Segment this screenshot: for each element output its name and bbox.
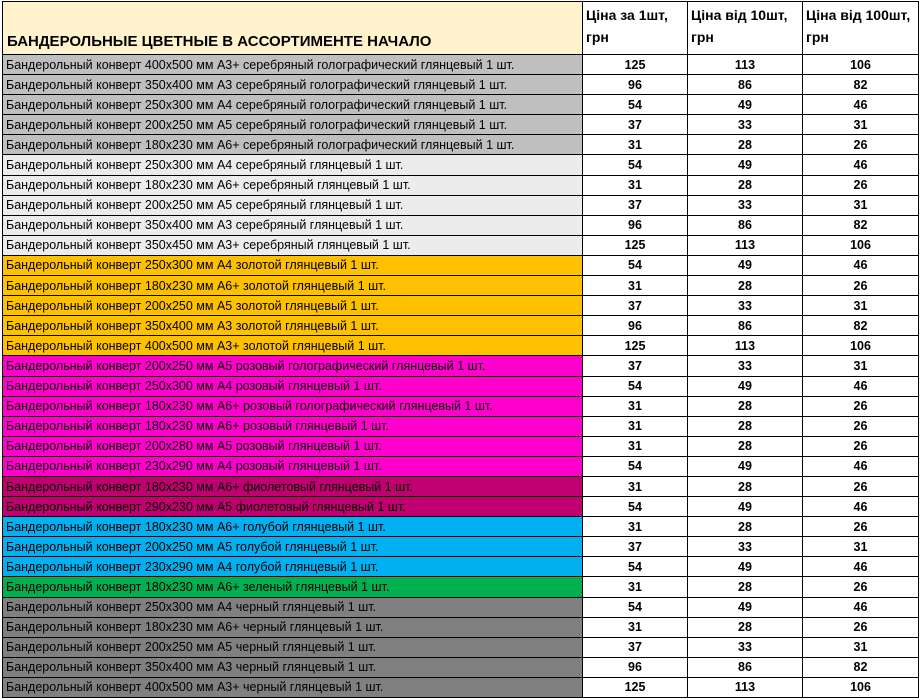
price-100-cell[interactable]: 26 (803, 175, 919, 195)
table-row (3, 175, 919, 195)
price-100-cell[interactable]: 31 (803, 537, 919, 557)
price-1-cell[interactable]: 31 (583, 135, 688, 155)
price-100-cell[interactable]: 46 (803, 497, 919, 517)
price-100-cell[interactable]: 31 (803, 195, 919, 215)
price-100-cell[interactable]: 82 (803, 75, 919, 95)
table-row (3, 276, 919, 296)
product-name-cell[interactable]: Бандерольный конверт 200x250 мм А5 серебряный голографический глянцевый 1 шт. (3, 115, 583, 135)
price-10-cell[interactable]: 33 (688, 637, 803, 657)
table-row (3, 396, 919, 416)
product-name-cell[interactable]: Бандерольный конверт 290x230 мм А5 фиолетовый глянцевый 1 шт. (3, 497, 583, 517)
price-1-cell[interactable]: 54 (583, 376, 688, 396)
price-10-cell[interactable]: 28 (688, 517, 803, 537)
table-row (3, 677, 919, 697)
price-1-cell[interactable]: 37 (583, 115, 688, 135)
price-100-cell[interactable]: 26 (803, 517, 919, 537)
price-1-cell[interactable]: 31 (583, 416, 688, 436)
price-10-cell[interactable]: 113 (688, 235, 803, 255)
product-name-cell[interactable]: Бандерольный конверт 180x230 мм А6+ фиолетовый глянцевый 1 шт. (3, 476, 583, 496)
table-row (3, 657, 919, 677)
price-100-cell[interactable]: 46 (803, 255, 919, 275)
product-name-cell[interactable]: Бандерольный конверт 250x300 мм А4 серебряный глянцевый 1 шт. (3, 155, 583, 175)
price-10-cell[interactable]: 49 (688, 497, 803, 517)
price-10-cell[interactable]: 28 (688, 476, 803, 496)
price-10-cell[interactable]: 33 (688, 296, 803, 316)
product-name-cell[interactable]: Бандерольный конверт 200x250 мм А5 черный глянцевый 1 шт. (3, 637, 583, 657)
price-10-cell[interactable]: 86 (688, 75, 803, 95)
product-name-cell[interactable]: Бандерольный конверт 180x230 мм А6+ розовый глянцевый 1 шт. (3, 416, 583, 436)
price-10-cell[interactable]: 33 (688, 115, 803, 135)
price-10-cell[interactable]: 49 (688, 95, 803, 115)
price-1-cell[interactable]: 54 (583, 597, 688, 617)
product-name-cell[interactable]: Бандерольный конверт 350x400 мм А3 серебряный голографический глянцевый 1 шт. (3, 75, 583, 95)
price-100-cell[interactable]: 82 (803, 657, 919, 677)
product-name-cell[interactable]: Бандерольный конверт 230x290 мм А4 розовый глянцевый 1 шт. (3, 456, 583, 476)
product-name-cell[interactable]: Бандерольный конверт 200x250 мм А5 серебряный глянцевый 1 шт. (3, 195, 583, 215)
price-100-cell[interactable]: 106 (803, 336, 919, 356)
price-1-cell[interactable]: 54 (583, 456, 688, 476)
price-1-cell[interactable]: 96 (583, 657, 688, 677)
price-1-cell[interactable]: 96 (583, 215, 688, 235)
price-1-cell[interactable]: 54 (583, 557, 688, 577)
price-10-cell[interactable]: 28 (688, 396, 803, 416)
price-10-cell[interactable]: 49 (688, 376, 803, 396)
price-10-cell[interactable]: 28 (688, 577, 803, 597)
table-row (3, 637, 919, 657)
table-row (3, 316, 919, 336)
price-100-cell[interactable]: 46 (803, 597, 919, 617)
price-1-cell[interactable]: 31 (583, 175, 688, 195)
table-row (3, 476, 919, 496)
column-header-price-1[interactable]: Ціна за 1шт, грн (583, 2, 688, 55)
price-1-cell[interactable]: 31 (583, 436, 688, 456)
product-name-cell[interactable]: Бандерольный конверт 200x250 мм А5 розовый голографический глянцевый 1 шт. (3, 356, 583, 376)
price-1-cell[interactable]: 125 (583, 235, 688, 255)
table-body (3, 55, 919, 698)
price-100-cell[interactable]: 26 (803, 135, 919, 155)
price-1-cell[interactable]: 125 (583, 336, 688, 356)
price-10-cell[interactable]: 33 (688, 537, 803, 557)
table-row (3, 296, 919, 316)
table-row (3, 155, 919, 175)
table-row (3, 456, 919, 476)
table-row (3, 517, 919, 537)
price-10-cell[interactable]: 86 (688, 657, 803, 677)
table-row (3, 115, 919, 135)
product-name-cell[interactable]: Бандерольный конверт 200x250 мм А5 голубой глянцевый 1 шт. (3, 537, 583, 557)
table-row (3, 577, 919, 597)
product-name-cell[interactable]: Бандерольный конверт 200x250 мм А5 золотой глянцевый 1 шт. (3, 296, 583, 316)
price-1-cell[interactable]: 54 (583, 497, 688, 517)
price-100-cell[interactable]: 31 (803, 356, 919, 376)
price-100-cell[interactable]: 46 (803, 95, 919, 115)
price-10-cell[interactable]: 28 (688, 436, 803, 456)
price-10-cell[interactable]: 86 (688, 215, 803, 235)
table-row (3, 497, 919, 517)
price-10-cell[interactable]: 113 (688, 677, 803, 697)
price-table (2, 1, 919, 698)
price-1-cell[interactable]: 37 (583, 296, 688, 316)
price-100-cell[interactable]: 26 (803, 436, 919, 456)
price-1-cell[interactable]: 37 (583, 356, 688, 376)
price-1-cell[interactable]: 31 (583, 276, 688, 296)
price-100-cell[interactable]: 26 (803, 396, 919, 416)
product-name-cell[interactable]: Бандерольный конверт 180x230 мм А6+ зеленый глянцевый 1 шт. (3, 577, 583, 597)
product-name-cell[interactable]: Бандерольный конверт 400x500 мм А3+ черный глянцевый 1 шт. (3, 677, 583, 697)
table-row (3, 617, 919, 637)
column-header-price-100[interactable]: Ціна від 100шт, грн (803, 2, 919, 55)
product-name-cell[interactable]: Бандерольный конверт 180x230 мм А6+ голубой глянцевый 1 шт. (3, 517, 583, 537)
price-100-cell[interactable]: 26 (803, 476, 919, 496)
price-100-cell[interactable]: 106 (803, 677, 919, 697)
price-10-cell[interactable]: 28 (688, 135, 803, 155)
table-row (3, 135, 919, 155)
product-name-cell[interactable]: Бандерольный конверт 400x500 мм А3+ золотой глянцевый 1 шт. (3, 336, 583, 356)
product-name-cell[interactable]: Бандерольный конверт 250x300 мм А4 золотой глянцевый 1 шт. (3, 255, 583, 275)
price-1-cell[interactable]: 37 (583, 195, 688, 215)
price-100-cell[interactable]: 26 (803, 617, 919, 637)
price-10-cell[interactable]: 28 (688, 416, 803, 436)
price-10-cell[interactable]: 49 (688, 597, 803, 617)
price-10-cell[interactable]: 33 (688, 195, 803, 215)
product-name-cell[interactable]: Бандерольный конверт 250x300 мм А4 черный глянцевый 1 шт. (3, 597, 583, 617)
table-row (3, 557, 919, 577)
price-10-cell[interactable]: 33 (688, 356, 803, 376)
price-100-cell[interactable]: 46 (803, 557, 919, 577)
price-1-cell[interactable]: 54 (583, 255, 688, 275)
price-1-cell[interactable]: 37 (583, 637, 688, 657)
price-1-cell[interactable]: 37 (583, 537, 688, 557)
product-name-cell[interactable]: Бандерольный конверт 350x450 мм А3+ серебряный глянцевый 1 шт. (3, 235, 583, 255)
price-100-cell[interactable]: 106 (803, 235, 919, 255)
product-name-cell[interactable]: Бандерольный конверт 180x230 мм А6+ серебряный голографический глянцевый 1 шт. (3, 135, 583, 155)
column-header-price-10[interactable]: Ціна від 10шт, грн (688, 2, 803, 55)
table-row (3, 436, 919, 456)
sheet-title[interactable]: БАНДЕРОЛЬНЫЕ ЦВЕТНЫЕ В АССОРТИМЕНТЕ НАЧАЛО (3, 2, 583, 55)
product-name-cell[interactable]: Бандерольный конверт 350x400 мм А3 золотой глянцевый 1 шт. (3, 316, 583, 336)
price-100-cell[interactable]: 46 (803, 376, 919, 396)
price-10-cell[interactable]: 49 (688, 155, 803, 175)
price-100-cell[interactable]: 26 (803, 416, 919, 436)
price-1-cell[interactable]: 125 (583, 55, 688, 75)
price-100-cell[interactable]: 46 (803, 155, 919, 175)
price-1-cell[interactable]: 31 (583, 617, 688, 637)
table-row (3, 597, 919, 617)
header-row (3, 2, 919, 55)
product-name-cell[interactable]: Бандерольный конверт 180x230 мм А6+ розовый голографический глянцевый 1 шт. (3, 396, 583, 416)
price-10-cell[interactable]: 28 (688, 175, 803, 195)
table-row (3, 356, 919, 376)
price-10-cell[interactable]: 28 (688, 276, 803, 296)
price-100-cell[interactable]: 31 (803, 115, 919, 135)
product-name-cell[interactable]: Бандерольный конверт 180x230 мм А6+ серебряный глянцевый 1 шт. (3, 175, 583, 195)
price-1-cell[interactable]: 54 (583, 155, 688, 175)
product-name-cell[interactable]: Бандерольный конверт 200x280 мм А5 розовый глянцевый 1 шт. (3, 436, 583, 456)
product-name-cell[interactable]: Бандерольный конверт 180x230 мм А6+ черный глянцевый 1 шт. (3, 617, 583, 637)
table-row (3, 235, 919, 255)
price-10-cell[interactable]: 49 (688, 255, 803, 275)
price-10-cell[interactable]: 49 (688, 557, 803, 577)
price-10-cell[interactable]: 49 (688, 456, 803, 476)
product-name-cell[interactable]: Бандерольный конверт 250x300 мм А4 розовый глянцевый 1 шт. (3, 376, 583, 396)
table-row (3, 55, 919, 75)
product-name-cell[interactable]: Бандерольный конверт 350x400 мм А3 черный глянцевый 1 шт. (3, 657, 583, 677)
product-name-cell[interactable]: Бандерольный конверт 250x300 мм А4 серебряный голографический глянцевый 1 шт. (3, 95, 583, 115)
price-100-cell[interactable]: 31 (803, 637, 919, 657)
price-100-cell[interactable]: 46 (803, 456, 919, 476)
price-1-cell[interactable]: 31 (583, 476, 688, 496)
table-row (3, 255, 919, 275)
price-1-cell[interactable]: 125 (583, 677, 688, 697)
table-row (3, 195, 919, 215)
price-10-cell[interactable]: 113 (688, 55, 803, 75)
price-10-cell[interactable]: 86 (688, 316, 803, 336)
table-row (3, 416, 919, 436)
price-1-cell[interactable]: 54 (583, 95, 688, 115)
price-100-cell[interactable]: 26 (803, 577, 919, 597)
product-name-cell[interactable]: Бандерольный конверт 180x230 мм А6+ золотой глянцевый 1 шт. (3, 276, 583, 296)
price-1-cell[interactable]: 31 (583, 396, 688, 416)
price-1-cell[interactable]: 96 (583, 316, 688, 336)
table-row (3, 336, 919, 356)
price-1-cell[interactable]: 96 (583, 75, 688, 95)
price-10-cell[interactable]: 113 (688, 336, 803, 356)
price-1-cell[interactable]: 31 (583, 517, 688, 537)
table-row (3, 95, 919, 115)
price-100-cell[interactable]: 26 (803, 276, 919, 296)
product-name-cell[interactable]: Бандерольный конверт 400x500 мм А3+ серебряный голографический глянцевый 1 шт. (3, 55, 583, 75)
product-name-cell[interactable]: Бандерольный конверт 230x290 мм А4 голубой глянцевый 1 шт. (3, 557, 583, 577)
table-row (3, 376, 919, 396)
price-100-cell[interactable]: 106 (803, 55, 919, 75)
table-row (3, 215, 919, 235)
table-row (3, 537, 919, 557)
price-1-cell[interactable]: 31 (583, 577, 688, 597)
product-name-cell[interactable]: Бандерольный конверт 350x400 мм А3 серебряный глянцевый 1 шт. (3, 215, 583, 235)
price-100-cell[interactable]: 31 (803, 296, 919, 316)
table-row (3, 75, 919, 95)
price-10-cell[interactable]: 28 (688, 617, 803, 637)
price-100-cell[interactable]: 82 (803, 215, 919, 235)
price-100-cell[interactable]: 82 (803, 316, 919, 336)
